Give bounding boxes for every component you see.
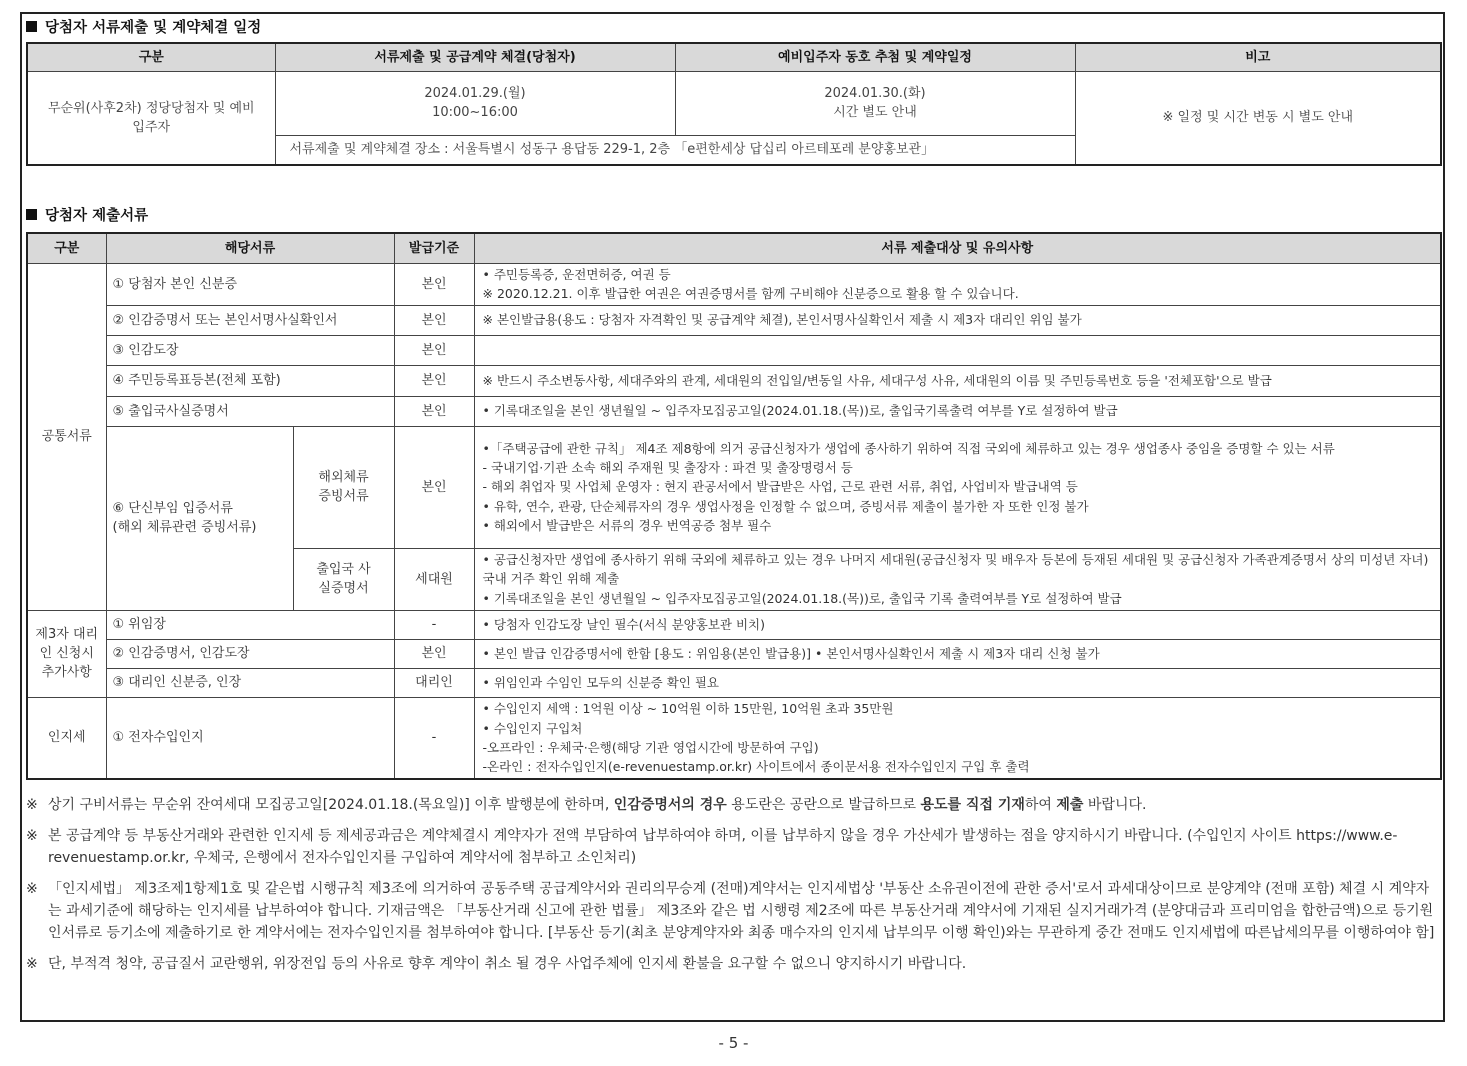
issue-basis: 본인 — [394, 305, 474, 335]
draw-date: 2024.01.30.(화) — [824, 86, 926, 101]
table-row — [27, 610, 1441, 639]
issue-basis: 본인 — [394, 365, 474, 396]
doc-notes: •「주택공급에 관한 규칙」 제4조 제8항에 의거 공급신청자가 생업에 종사하기 위하여 직접 국외에 체류하고 있는 경우 생업종사 중임을 증명할 수 있는 서류 - 국내기업·기관 소속 해외 주재원 및 출장자 : 파견 및 출장명령서 등 - 해외 취업자 및 사업체 운영자 : 현지 관공서에서 발급받은 사업, 근로 관련 서류, 취업, 사업비자 발급내역 등 • 유학, 연수, 관광, 단순체류자의 경우 생업사정을 인정할 수 없으며, 증빙서류 제출이 불가한 자 또한 인정 불가 • 해외에서 발급받은 서류의 경우 번역공증 첨부 필수 — [474, 426, 1441, 548]
doc-name: ② 인감증명서 또는 본인서명사실확인서 — [106, 305, 394, 335]
issue-basis: 본인 — [394, 263, 474, 305]
doc-name: ⑥ 단신부임 입증서류 (해외 체류관련 증빙서류) — [106, 426, 293, 610]
section-title-schedule: 당첨자 서류제출 및 계약체결 일정 — [26, 16, 261, 37]
group-third-party: 제3자 대리인 신청시 추가사항 — [27, 610, 106, 697]
table-row — [27, 396, 1441, 426]
table-row — [27, 697, 1441, 779]
group-stamp-duty: 인지세 — [27, 697, 106, 779]
doc-notes: ※ 본인발급용(용도 : 당첨자 자격확인 및 공급계약 체결), 본인서명사실확인서 제출 시 제3자 대리인 위임 불가 — [474, 305, 1441, 335]
issue-basis: - — [394, 610, 474, 639]
doc-name: ⑤ 출입국사실증명서 — [106, 396, 394, 426]
group-common: 공통서류 — [27, 263, 106, 610]
submission-cell — [275, 71, 675, 135]
doc-name: ③ 인감도장 — [106, 335, 394, 365]
issue-basis: 본인 — [394, 639, 474, 668]
header-notes: 서류 제출대상 및 유의사항 — [474, 233, 1441, 263]
schedule-row-label: 무순위(사후2차) 정당당첨자 및 예비입주자 — [27, 71, 275, 165]
table-row — [27, 365, 1441, 396]
issue-basis: 본인 — [394, 426, 474, 548]
page-number: - 5 - — [718, 1034, 749, 1052]
submission-date: 2024.01.29.(월) — [424, 86, 526, 101]
issue-basis: 본인 — [394, 335, 474, 365]
notes-section — [26, 794, 1442, 975]
square-bullet-icon — [26, 21, 37, 32]
draw-time: 시간 별도 안내 — [833, 105, 917, 120]
header-remarks: 비고 — [1075, 43, 1441, 71]
sub-doc-immigration: 출입국 사실증명서 — [293, 548, 394, 610]
doc-notes: • 수입인지 세액 : 1억원 이상 ~ 10억원 이하 15만원, 10억원 초과 35만원 • 수입인지 구입처 -오프라인 : 우체국·은행(해당 기관 영업시간에 방문하여 구입) -온라인 : 전자수입인지(e-revenuestamp.or.kr) 사이트에서 종이문서용 전자수입인지 구입 후 출력 — [474, 697, 1441, 779]
header-draw: 예비입주자 동호 추첨 및 계약일정 — [675, 43, 1075, 71]
table-row — [27, 335, 1441, 365]
section-title-documents: 당첨자 제출서류 — [26, 204, 148, 225]
issue-basis: 세대원 — [394, 548, 474, 610]
header-document: 해당서류 — [106, 233, 394, 263]
draw-cell — [675, 71, 1075, 135]
note-item: ※ 단, 부적격 청약, 공급질서 교란행위, 위장전입 등의 사유로 향후 계약이 취소 될 경우 사업주체에 인지세 환불을 요구할 수 없으니 양지하시기 바랍니다. — [26, 956, 967, 972]
doc-name: ② 인감증명서, 인감도장 — [106, 639, 394, 668]
issue-basis: 대리인 — [394, 668, 474, 697]
header-category: 구분 — [27, 233, 106, 263]
table-row — [27, 305, 1441, 335]
table-row — [27, 639, 1441, 668]
issue-basis: - — [394, 697, 474, 779]
documents-table — [26, 232, 1442, 780]
doc-notes: • 공급신청자만 생업에 종사하기 위해 국외에 체류하고 있는 경우 나머지 세대원(공급신청자 및 배우자 등본에 등재된 세대원 및 공급신청자 가족관계증명서 상의 미성년 자녀) 국내 거주 확인 위해 제출 • 기록대조일을 본인 생년월일 ~ 입주자모집공고일(2024.01.18.(목))로, 출입국 기록 출력여부를 Y로 설정하여 발급 — [474, 548, 1441, 610]
sub-doc-overseas: 해외체류 증빙서류 — [293, 426, 394, 548]
doc-name: ① 위임장 — [106, 610, 394, 639]
square-bullet-icon — [26, 209, 37, 220]
note-item: ※ 본 공급계약 등 부동산거래와 관련한 인지세 등 제세공과금은 계약체결시 계약자가 전액 부담하여 납부하여야 하며, 이를 납부하지 않을 경우 가산세가 발생하는 점을 양지하시기 바랍니다. (수입인지 사이트 https://www.e-revenuestamp.or.kr, 우체국, 은행에서 전자수입인지를 구입하여 계약서에 첨부하고 소인처리) — [26, 828, 1398, 866]
table-row — [27, 668, 1441, 697]
note-item: ※ 「인지세법」 제3조제1항제1호 및 같은법 시행규칙 제3조에 의거하여 공동주택 공급계약서와 권리의무승계 (전매)계약서는 인지세법상 '부동산 소유권이전에 관한 증서'로서 과세대상이므로 분양계약 (전매 포함) 체결 시 계약자는 과세기준에 해당하는 인지세를 납부하여야 합니다. 기재금액은 「부동산거래 신고에 관한 법률」 제3조와 같은 법 시행령 제2조에 따른 부동산거래 계약서에 기재된 실지거래가격 (분양대금과 프리미엄을 합한금액)으로 등기원인서류로 등기소에 제출하기로 한 계약서에는 전자수입인지를 첨부하여야 합니다. [부동산 등기(최초 분양계약자와 최종 매수자의 인지세 납부의무 이행 확인)와는 무관하게 중간 전매도 인지세법에 따른납세의무를 이행하여야 함] — [26, 881, 1435, 941]
contract-place: 서류제출 및 계약체결 장소 : 서울특별시 성동구 용답동 229-1, 2층 「e편한세상 답십리 아르테포레 분양홍보관」 — [275, 135, 1075, 165]
doc-notes: • 본인 발급 인감증명서에 한함 [용도 : 위임용(본인 발급용)] • 본인서명사실확인서 제출 시 제3자 대리 신청 불가 — [474, 639, 1441, 668]
doc-notes: • 주민등록증, 운전면허증, 여권 등 ※ 2020.12.21. 이후 발급한 여권은 여권증명서를 함께 구비해야 신분증으로 활용 할 수 있습니다. — [474, 263, 1441, 305]
doc-name: ④ 주민등록표등본(전체 포함) — [106, 365, 394, 396]
header-category: 구분 — [27, 43, 275, 71]
submission-time: 10:00~16:00 — [432, 105, 518, 120]
schedule-note: ※ 일정 및 시간 변동 시 별도 안내 — [1075, 71, 1441, 165]
doc-notes: • 위임인과 수임인 모두의 신분증 확인 필요 — [474, 668, 1441, 697]
schedule-table — [26, 42, 1442, 166]
doc-notes — [474, 335, 1441, 365]
doc-notes: ※ 반드시 주소변동사항, 세대주와의 관계, 세대원의 전입일/변동일 사유, 세대구성 사유, 세대원의 이름 및 주민등록번호 등을 '전체포함'으로 발급 — [474, 365, 1441, 396]
doc-notes: • 기록대조일을 본인 생년월일 ~ 입주자모집공고일(2024.01.18.(목))로, 출입국기록출력 여부를 Y로 설정하여 발급 — [474, 396, 1441, 426]
issue-basis: 본인 — [394, 396, 474, 426]
note-item: ※ 상기 구비서류는 무순위 잔여세대 모집공고일[2024.01.18.(목요일)] 이후 발행분에 한하며, 인감증명서의 경우 용도란은 공란으로 발급하므로 용도를 직접 기재하여 제출 바랍니다. — [26, 797, 1147, 813]
table-row — [27, 426, 1441, 548]
doc-name: ① 당첨자 본인 신분증 — [106, 263, 394, 305]
header-issue-basis: 발급기준 — [394, 233, 474, 263]
table-row — [27, 263, 1441, 305]
doc-name: ③ 대리인 신분증, 인장 — [106, 668, 394, 697]
header-submission: 서류제출 및 공급계약 체결(당첨자) — [275, 43, 675, 71]
doc-name: ① 전자수입인지 — [106, 697, 394, 779]
doc-notes: • 당첨자 인감도장 날인 필수(서식 분양홍보관 비치) — [474, 610, 1441, 639]
